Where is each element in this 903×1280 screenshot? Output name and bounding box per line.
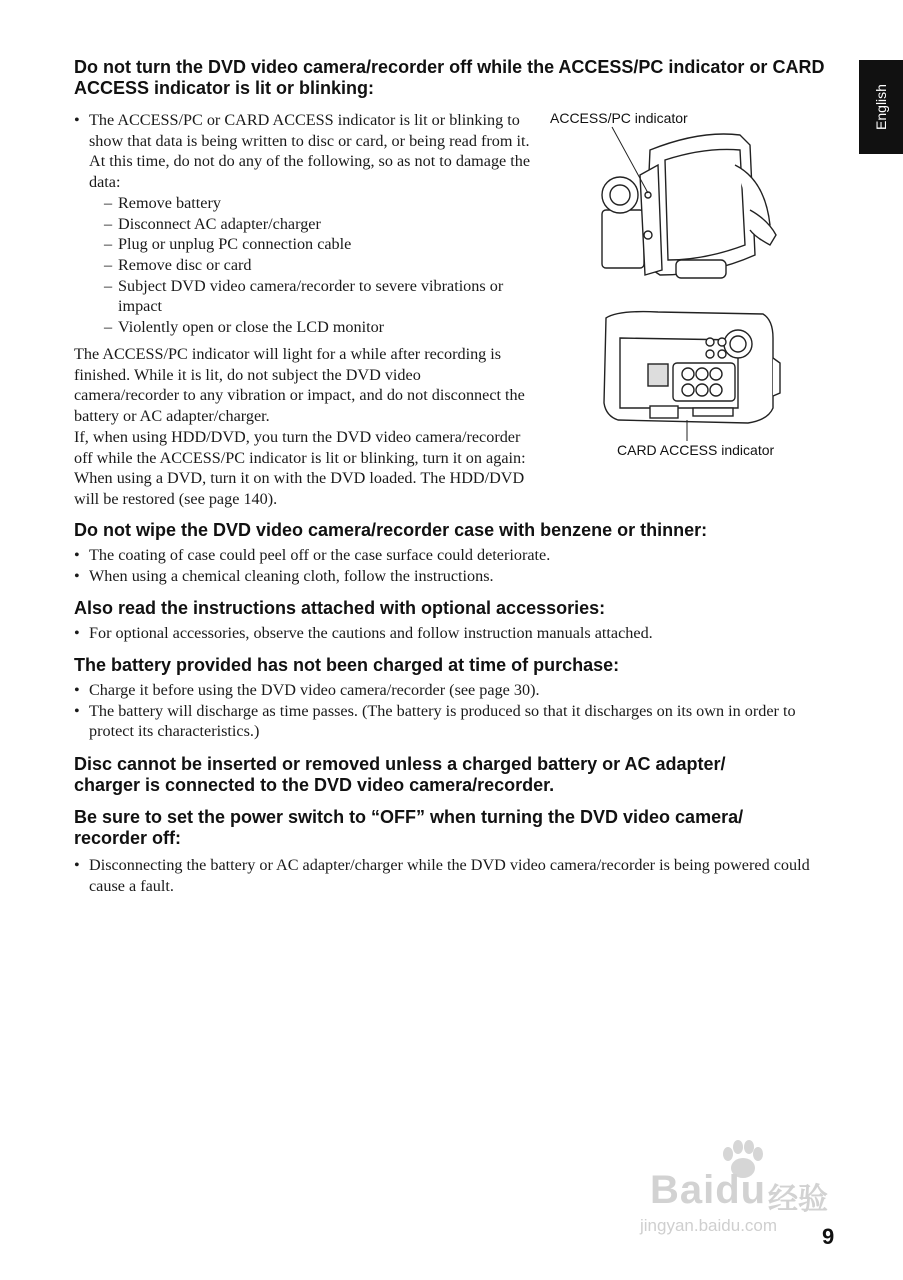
power-bullet-list bbox=[74, 855, 844, 896]
list-item: – Disconnect AC adapter/charger bbox=[89, 214, 534, 235]
accessories-bullet-list bbox=[74, 623, 844, 644]
power-heading: Be sure to set the power switch to “OFF” when turning the DVD video camera/ recorder off: bbox=[74, 807, 744, 848]
list-item: • The coating of case could peel off or the case surface could deteriorate. bbox=[74, 545, 844, 566]
list-item: • The battery will discharge as time passes. (The battery is produced so that it discharges on its own in order to protect its characteristics.) bbox=[74, 701, 844, 742]
access-para-2: If, when using HDD/DVD, you turn the DVD video camera/recorder off while the ACCESS/PC indicator is lit or blinking, turn it on again: When using a DVD, turn it on with the DVD loaded. The HDD/DVD will be restored (see page 140). bbox=[74, 428, 526, 509]
access-para-1: The ACCESS/PC indicator will light for a while after recording is finished. While it is lit, do not subject the DVD video camera/recorder to any vibration or impact, and do not disconnect the battery or AC adapter/charger. bbox=[74, 345, 525, 426]
watermark-url: jingyan.baidu.com bbox=[640, 1216, 778, 1235]
list-item: • When using a chemical cleaning cloth, follow the instructions. bbox=[74, 566, 844, 587]
watermark-brand: Baidu bbox=[650, 1168, 767, 1212]
list-item: – Subject DVD video camera/recorder to severe vibrations or impact bbox=[89, 276, 534, 317]
access-dash-list bbox=[89, 193, 534, 338]
watermark-cn: 经验 bbox=[768, 1182, 828, 1217]
battery-bullet-list bbox=[74, 680, 844, 742]
camera-side-illustration bbox=[598, 308, 788, 448]
list-item: – Violently open or close the LCD monitor bbox=[89, 317, 534, 338]
page-number: 9 bbox=[822, 1224, 835, 1249]
list-item: – Remove disc or card bbox=[89, 255, 534, 276]
card-access-caption: CARD ACCESS indicator bbox=[617, 442, 775, 458]
access-bullet-intro: The ACCESS/PC or CARD ACCESS indicator is lit or blinking to show that data is being written to disc or card, or being read from it. At this time, do not do any of the following, so as not to damage the data: bbox=[89, 111, 531, 192]
list-item bbox=[74, 110, 534, 338]
language-tab-label: English bbox=[873, 84, 889, 130]
list-item: • For optional accessories, observe the cautions and follow instruction manuals attached. bbox=[74, 623, 844, 644]
list-item: – Plug or unplug PC connection cable bbox=[89, 234, 534, 255]
wipe-bullet-list bbox=[74, 545, 844, 586]
camera-top-illustration bbox=[590, 125, 790, 285]
list-item: – Remove battery bbox=[89, 193, 534, 214]
list-item: • Disconnecting the battery or AC adapter/charger while the DVD video camera/recorder is being powered could cause a fault. bbox=[74, 855, 844, 896]
access-pc-caption: ACCESS/PC indicator bbox=[550, 110, 688, 126]
access-heading: Do not turn the DVD video camera/recorder off while the ACCESS/PC indicator or CARD ACCESS indicator is lit or blinking: bbox=[74, 57, 825, 98]
disc-heading: Disc cannot be inserted or removed unless a charged battery or AC adapter/ charger is connected to the DVD video camera/recorder. bbox=[74, 754, 726, 795]
list-item: • Charge it before using the DVD video camera/recorder (see page 30). bbox=[74, 680, 844, 701]
wipe-heading: Do not wipe the DVD video camera/recorder case with benzene or thinner: bbox=[74, 520, 708, 540]
access-bullet-list bbox=[74, 110, 534, 338]
battery-heading: The battery provided has not been charged at time of purchase: bbox=[74, 655, 620, 675]
accessories-heading: Also read the instructions attached with optional accessories: bbox=[74, 598, 606, 618]
language-tab bbox=[859, 60, 903, 154]
